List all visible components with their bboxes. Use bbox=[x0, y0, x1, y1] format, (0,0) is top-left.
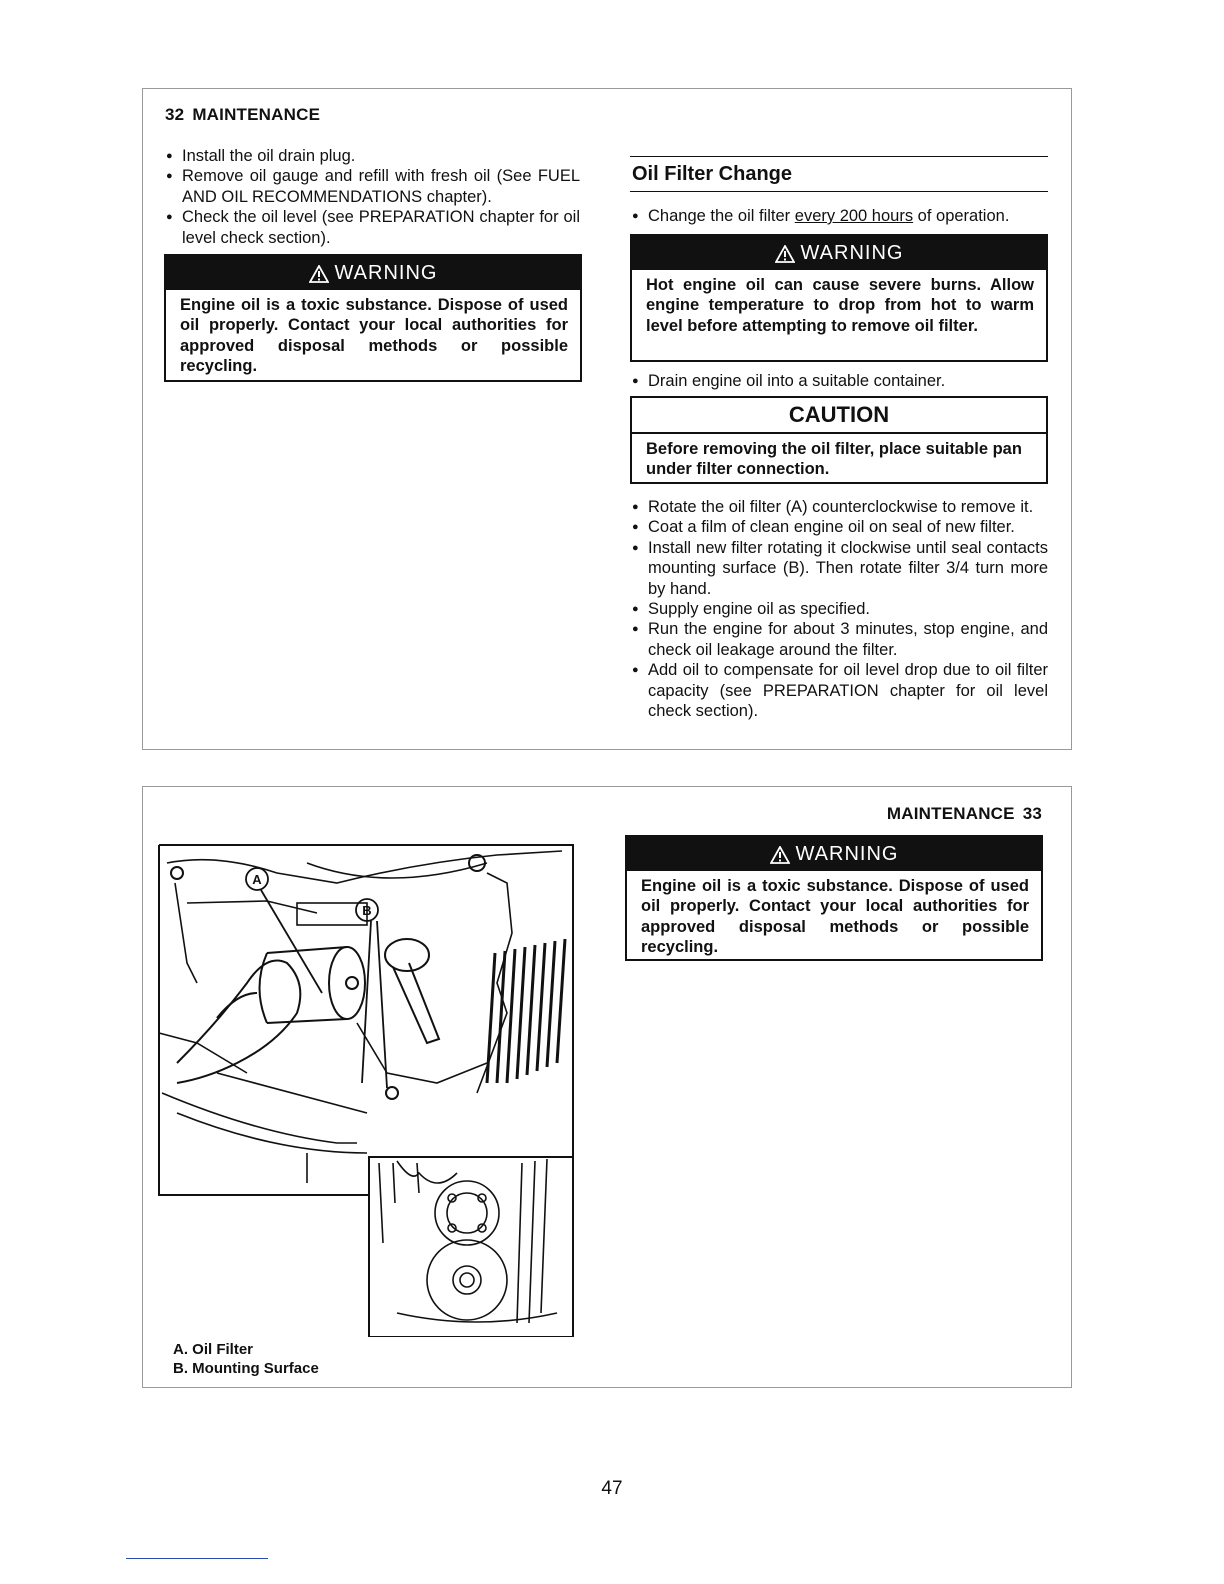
list-item: ● Supply engine oil as specified. bbox=[632, 599, 1048, 619]
warning-triangle-icon bbox=[775, 245, 795, 263]
warning-label: WARNING bbox=[334, 262, 438, 284]
caption-mounting-surface: B. Mounting Surface bbox=[173, 1360, 319, 1377]
illustration-caption bbox=[173, 1340, 319, 1378]
warning-box-hot-oil bbox=[630, 234, 1048, 362]
drain-plug-steps bbox=[166, 146, 580, 248]
list-item: ● Rotate the oil filter (A) counterclockwise to remove it. bbox=[632, 497, 1048, 517]
caution-label: CAUTION bbox=[632, 398, 1046, 434]
page-number: 33 bbox=[1022, 804, 1042, 823]
interval-text: every 200 hours bbox=[794, 207, 914, 225]
bullet-text: of operation. bbox=[913, 207, 1010, 225]
list-item: ● Coat a film of clean engine oil on seal of new filter. bbox=[632, 517, 1048, 537]
warning-bar bbox=[166, 256, 580, 290]
caution-box bbox=[630, 396, 1048, 484]
header-title: MAINTENANCE bbox=[192, 105, 321, 124]
page-header-33 bbox=[887, 804, 1042, 824]
caution-text: Before removing the oil filter, place suitable pan under filter connection. bbox=[646, 440, 1022, 479]
section-title-oil-filter-change: Oil Filter Change bbox=[630, 156, 1048, 192]
document-page-number: 47 bbox=[601, 1478, 623, 1499]
list-item: ● Check the oil level (see PREPARATION chapter for oil level check section). bbox=[166, 207, 580, 248]
bullet-text: Change the oil filter bbox=[648, 207, 795, 225]
list-item: ● Install the oil drain plug. bbox=[166, 146, 580, 166]
header-title: MAINTENANCE bbox=[886, 804, 1015, 823]
footer-rule bbox=[126, 1558, 268, 1559]
list-item: ● Drain engine oil into a suitable container. bbox=[632, 371, 1050, 391]
list-item: ● Add oil to compensate for oil level drop due to oil filter capacity (see PREPARATION chapter for oil level check section). bbox=[632, 660, 1048, 721]
warning-triangle-icon bbox=[770, 846, 790, 864]
list-item bbox=[632, 206, 1050, 226]
warning-triangle-icon bbox=[309, 265, 329, 283]
filter-replacement-steps bbox=[632, 497, 1048, 721]
page-number: 32 bbox=[165, 105, 185, 124]
callout-a: A bbox=[252, 872, 262, 887]
warning-box-toxic-oil-2 bbox=[625, 835, 1043, 961]
change-interval-list bbox=[632, 206, 1050, 226]
list-item: ● Run the engine for about 3 minutes, stop engine, and check oil leakage around the filter. bbox=[632, 619, 1048, 660]
warning-bar bbox=[627, 837, 1041, 871]
list-item: ● Install new filter rotating it clockwise until seal contacts mounting surface (B). Then rotate filter 3/4 turn more by hand. bbox=[632, 538, 1048, 599]
warning-text: Engine oil is a toxic substance. Dispose of used oil properly. Contact your local authorities for approved disposal methods or possible recycling. bbox=[641, 877, 1029, 957]
list-item: ● Remove oil gauge and refill with fresh oil (See FUEL AND OIL RECOMMENDATIONS chapter). bbox=[166, 166, 580, 207]
drain-step-list bbox=[632, 371, 1050, 391]
oil-filter-illustration bbox=[157, 843, 575, 1337]
warning-text: Hot engine oil can cause severe burns. Allow engine temperature to drop from hot to warm level before attempting to remove oil filter. bbox=[646, 276, 1034, 335]
warning-label: WARNING bbox=[795, 843, 899, 865]
warning-text: Engine oil is a toxic substance. Dispose of used oil properly. Contact your local authorities for approved disposal methods or possible recycling. bbox=[180, 296, 568, 376]
page-header-32 bbox=[165, 105, 320, 125]
warning-bar bbox=[632, 236, 1046, 270]
warning-label: WARNING bbox=[800, 242, 904, 264]
callout-b: B bbox=[362, 903, 372, 918]
warning-box-toxic-oil bbox=[164, 254, 582, 382]
caption-oil-filter: A. Oil Filter bbox=[173, 1341, 254, 1358]
